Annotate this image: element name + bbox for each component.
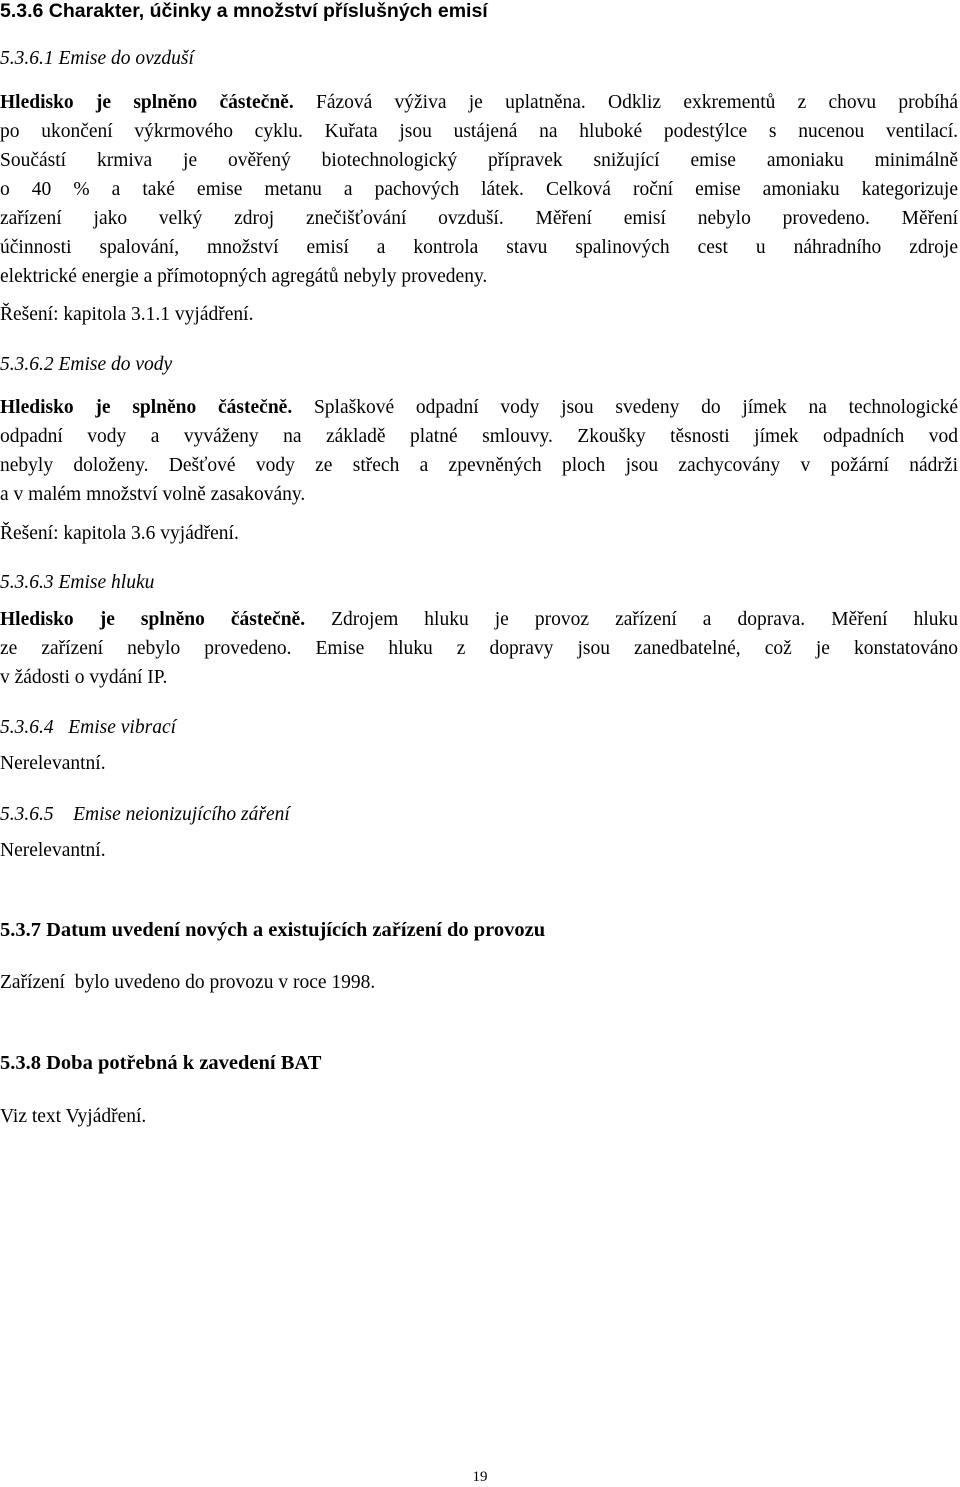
subsection-heading-emise-do-ovzdusi: 5.3.6.1 Emise do ovzduší [0, 48, 194, 69]
subsection-heading-neionizujici-zareni: 5.3.6.5 Emise neionizujícího záření [0, 804, 290, 825]
text-line: odpadní vody a vyváženy na základě platné smlouvy. Zkoušky těsnosti jímek odpadních vod [0, 426, 958, 447]
text-line: v žádosti o vydání IP. [0, 667, 168, 688]
assessment-bold: Hledisko je splněno částečně. [0, 397, 293, 418]
paragraph-emise-do-vody [0, 393, 958, 509]
text-segment: Fázová výživa je uplatněna. Odkliz exkrementů z chovu probíhá [293, 92, 958, 113]
text-line: nebyly doloženy. Dešťové vody ze střech a zpevněných ploch jsou zachycovány v požární nádrži [0, 455, 958, 476]
text-line: zařízení jako velký zdroj znečišťování ovzduší. Měření emisí nebylo provedeno. Měření [0, 208, 958, 229]
section-heading-5-3-6: 5.3.6 Charakter, účinky a množství příslušných emisí [0, 0, 488, 22]
text-nerelevantni-zareni: Nerelevantní. [0, 840, 106, 861]
text-datum-uvedeni: Zařízení bylo uvedeno do provozu v roce 1998. [0, 972, 376, 993]
subsection-heading-emise-hluku: 5.3.6.3 Emise hluku [0, 572, 155, 593]
text-line [0, 605, 958, 634]
text-segment: Splaškové odpadní vody jsou svedeny do jímek na technologické [292, 397, 958, 418]
text-line: o 40 % a také emise metanu a pachových látek. Celková roční emise amoniaku kategorizuje [0, 179, 958, 200]
subsection-heading-emise-vibraci: 5.3.6.4 Emise vibrací [0, 717, 177, 738]
text-line: ze zařízení nebylo provedeno. Emise hluku z dopravy jsou zanedbatelné, což je konstatováno [0, 638, 958, 659]
assessment-bold: Hledisko je splněno částečně. [0, 609, 306, 630]
text-segment: Zdrojem hluku je provoz zařízení a doprava. Měření hluku [305, 609, 958, 630]
page-number: 19 [472, 1469, 488, 1485]
text-doba-zavedeni-bat: Viz text Vyjádření. [0, 1106, 147, 1127]
assessment-bold: Hledisko je splněno částečně. [0, 92, 294, 113]
section-heading-5-3-7: 5.3.7 Datum uvedení nových a existujících zařízení do provozu [0, 919, 546, 941]
subsection-heading-emise-do-vody: 5.3.6.2 Emise do vody [0, 354, 173, 375]
section-heading-5-3-8: 5.3.8 Doba potřebná k zavedení BAT [0, 1052, 322, 1074]
text-line: elektrické energie a přímotopných agregátů nebyly provedeny. [0, 266, 488, 287]
text-line: a v malém množství volně zasakovány. [0, 484, 306, 505]
text-line: účinnosti spalování, množství emisí a kontrola stavu spalinových cest u náhradního zdroje [0, 237, 958, 258]
text-line [0, 393, 958, 422]
text-line: Součástí krmiva je ověřený biotechnologický přípravek snižující emise amoniaku minimálně [0, 150, 958, 171]
solution-emise-do-ovzdusi: Řešení: kapitola 3.1.1 vyjádření. [0, 304, 254, 325]
text-line [0, 88, 958, 117]
text-nerelevantni-vibrace: Nerelevantní. [0, 753, 106, 774]
paragraph-emise-do-ovzdusi [0, 88, 958, 291]
solution-emise-do-vody: Řešení: kapitola 3.6 vyjádření. [0, 523, 239, 544]
text-line: po ukončení výkrmového cyklu. Kuřata jsou ustájená na hluboké podestýlce s nucenou ventilací. [0, 121, 958, 142]
paragraph-emise-hluku [0, 605, 958, 692]
